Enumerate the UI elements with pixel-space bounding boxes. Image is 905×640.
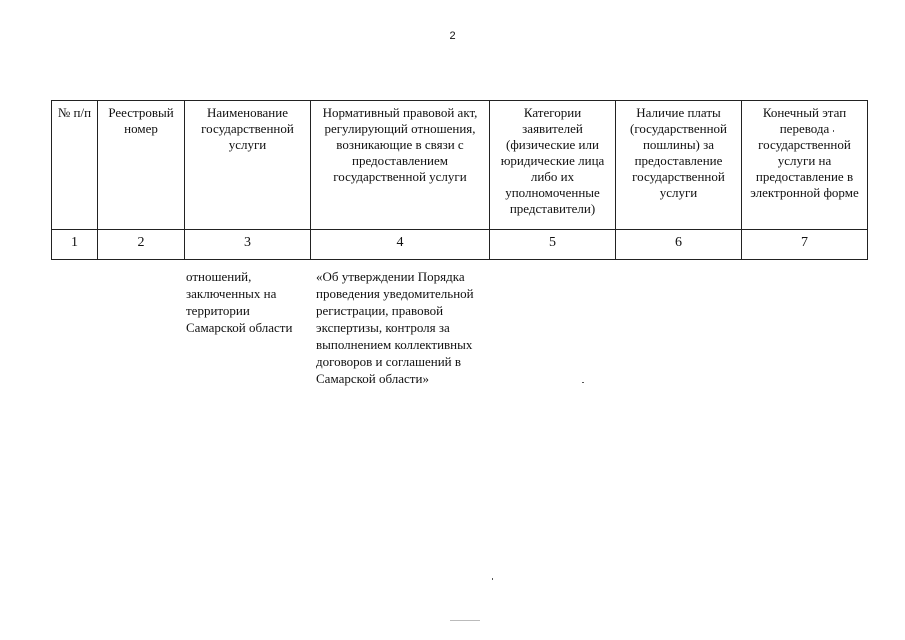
header-legal-act: Нормативный правовой акт, регулирующий отношения, возникающие в связи с предоставлением государственной услуги (311, 101, 490, 230)
header-row (52, 101, 868, 230)
header-fee: Наличие платы (государственной пошлины) за предоставление государственной услуги (616, 101, 742, 230)
header-service-name: Наименование государственной услуги (185, 101, 311, 230)
scan-speck (582, 382, 584, 383)
column-number: 6 (616, 230, 742, 260)
column-number: 1 (52, 230, 98, 260)
header-number: № п/п (52, 101, 98, 230)
continuation-service-name: отношений, заключенных на территории Самарской области (186, 269, 293, 335)
column-number: 2 (98, 230, 185, 260)
continuation-legal-act: «Об утверждении Порядка проведения уведомительной регистрации, правовой экспертизы, контроля за выполнением коллективных договоров и соглашений в Самарской области» (316, 269, 474, 386)
column-number: 4 (311, 230, 490, 260)
header-electronic-stage: Конечный этап перевода государственной услуги на предоставление в электронной форме (742, 101, 868, 230)
column-number-row (52, 230, 868, 260)
scan-speck (833, 130, 834, 132)
scan-speck (492, 578, 493, 580)
services-table (51, 100, 868, 260)
scan-speck (450, 620, 480, 621)
header-registry-number: Реестровый номер (98, 101, 185, 230)
header-applicant-categories: Категории заявителей (физические или юридические лица либо их уполномоченные представители) (490, 101, 616, 230)
column-number: 7 (742, 230, 868, 260)
page-number: 2 (449, 30, 456, 42)
column-number: 3 (185, 230, 311, 260)
column-number: 5 (490, 230, 616, 260)
